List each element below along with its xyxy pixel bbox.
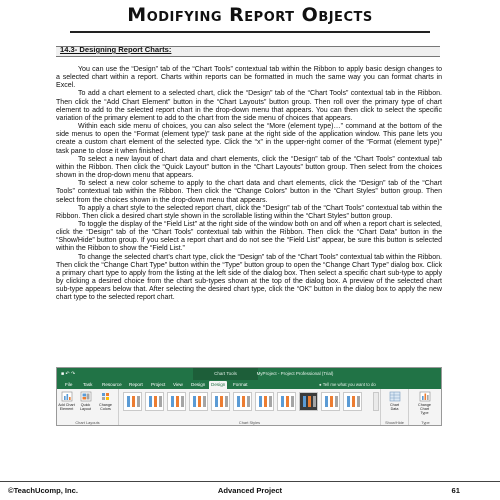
app-title: MyProject - Project Professional (Trial) bbox=[256, 371, 334, 376]
chart-tools-context-label: Chart Tools bbox=[193, 368, 258, 380]
show-hide-group-label: Show/Hide bbox=[385, 420, 404, 425]
tab-report[interactable]: Report bbox=[129, 382, 143, 387]
page-title: Modifying Report Objects bbox=[127, 4, 373, 26]
chart-style-thumbnail[interactable] bbox=[123, 392, 142, 411]
add-chart-element-label: Add Chart Element bbox=[58, 403, 75, 412]
change-colors-button[interactable] bbox=[97, 391, 114, 411]
tab-view[interactable]: View bbox=[173, 382, 183, 387]
quick-access-icons[interactable]: ■ ↶ ↷ bbox=[61, 371, 76, 377]
color-palette-icon bbox=[100, 391, 112, 402]
chart-style-thumbnail[interactable] bbox=[145, 392, 164, 411]
paragraph: To select a new color scheme to apply to the chart data and chart elements, click the “Design” tab of the “Chart Tools” contextual tab within the Ribbon. Then click the “Change Colors” button in the “Chart Styles” button group. Then select from the choices shown in the drop-down menu that appears. bbox=[56, 180, 442, 204]
paragraph: Within each side menu of choices, you can also select the “More (element type)…” command at the bottom of the side menus to open the “Format (element type)” task pane at the right side of the application window. This pane lets you create a custom chart element of the selected type. Click the “x” in the upper-right corner of the “Format (element type)” task pane to close it when finished. bbox=[56, 123, 442, 155]
body-text bbox=[56, 66, 442, 303]
lightbulb-icon: ● bbox=[319, 382, 322, 387]
paragraph: You can use the “Design” tab of the “Chart Tools” contextual tab within the Ribbon to apply basic design changes to a selected chart within a report. Charts within reports can be formatted in much the same way you can format charts in Excel. bbox=[56, 66, 442, 90]
add-chart-element-icon bbox=[61, 391, 73, 402]
chart-style-thumbnail[interactable] bbox=[343, 392, 362, 411]
paragraph: To apply a chart style to the selected report chart, click the “Design” tab of the “Chart Tools” contextual tab within the Ribbon. Then click a desired chart style shown in the scrollable listing within the “Chart Styles” button group. bbox=[56, 204, 442, 220]
ribbon-title-bar bbox=[57, 368, 441, 380]
change-chart-type-button[interactable] bbox=[416, 391, 433, 416]
chart-style-thumbnail[interactable] bbox=[167, 392, 186, 411]
chart-style-thumbnail[interactable] bbox=[189, 392, 208, 411]
quick-layout-label: Quick Layout bbox=[79, 403, 92, 412]
page-number: 61 bbox=[451, 486, 460, 495]
ribbon-screenshot bbox=[56, 367, 442, 426]
change-chart-type-label: Change Chart Type bbox=[418, 403, 431, 416]
quick-layout-icon bbox=[80, 391, 92, 402]
change-colors-label: Change Colors bbox=[99, 403, 112, 412]
tab-resource[interactable]: Resource bbox=[102, 382, 122, 387]
chart-data-label: Chart Data bbox=[389, 403, 400, 412]
chart-styles-group-label: Chart Styles bbox=[238, 420, 261, 425]
ribbon-body bbox=[57, 389, 442, 426]
tab-design-report[interactable]: Design bbox=[191, 382, 206, 387]
group-show-hide bbox=[381, 389, 409, 426]
tell-me-text: Tell me what you want to do bbox=[322, 382, 376, 387]
paragraph: To change the selected chart’s chart type, click the “Design” tab of the “Chart Tools” contextual tab within the Ribbon. Then click the “Change Chart Type” button within the “Type” button group to open the “Change Chart Type” dialog box. Click a primary chart type to apply from the listing at the left side of the dialog box. Then select a specific chart sub-type to apply by clicking a desired choice from the chart sub-types shown at the top of the dialog box. A preview of the selected chart sub-type appears below that. After selecting the desired chart type, click the “OK” button in the dialog box to apply the new chart type to the selected report chart. bbox=[56, 253, 442, 302]
footer-divider bbox=[0, 481, 500, 482]
group-chart-layouts bbox=[57, 389, 119, 426]
tab-format[interactable]: Format bbox=[233, 382, 248, 387]
type-group-label: Type bbox=[421, 420, 430, 425]
group-type bbox=[409, 389, 442, 426]
section-heading: 14.3- Designing Report Charts: bbox=[60, 45, 172, 54]
chart-data-button[interactable] bbox=[386, 391, 403, 411]
tab-file[interactable]: File bbox=[65, 382, 73, 387]
change-chart-type-icon bbox=[419, 391, 431, 402]
footer-copyright: ©TeachUcomp, Inc. bbox=[8, 486, 79, 495]
chart-style-thumbnail[interactable] bbox=[255, 392, 274, 411]
tab-design-chart[interactable]: Design bbox=[211, 382, 226, 387]
chart-layouts-group-label: Chart Layouts bbox=[75, 420, 100, 425]
chart-style-thumbnail[interactable] bbox=[233, 392, 252, 411]
title-divider bbox=[70, 31, 430, 33]
paragraph: To add a chart element to a selected chart, click the “Design” tab of the “Chart Tools” contextual tab in the Ribbon. Then click the “Add Chart Element” button in the “Chart Layouts” button group. Then roll over the primary type of chart element to add to the selected report chart in the drop-down menu that appears. You can then click to select the specific variation of the primary element to add to the chart from the side menu of choices that appears. bbox=[56, 90, 442, 122]
tell-me-box[interactable] bbox=[319, 381, 376, 388]
ribbon-tab-row bbox=[57, 380, 441, 389]
tab-task[interactable]: Task bbox=[83, 382, 93, 387]
footer-course-name: Advanced Project bbox=[217, 486, 283, 495]
chart-style-thumbnail[interactable] bbox=[321, 392, 340, 411]
chart-style-thumbnail[interactable] bbox=[299, 392, 318, 411]
paragraph: To select a new layout of chart data and chart elements, click the “Design” tab of the “Chart Tools” contextual tab within the Ribbon. Then click the “Quick Layout” button in the “Chart Layouts” button group. Then select from the choices shown in the drop-down menu that appears. bbox=[56, 155, 442, 180]
chart-style-thumbnail[interactable] bbox=[277, 392, 296, 411]
chart-style-thumbnail[interactable] bbox=[211, 392, 230, 411]
tab-project[interactable]: Project bbox=[151, 382, 166, 387]
chart-data-icon bbox=[389, 391, 401, 402]
group-chart-styles bbox=[119, 389, 381, 426]
add-chart-element-button[interactable] bbox=[58, 391, 75, 411]
quick-layout-button[interactable] bbox=[77, 391, 94, 411]
paragraph: To toggle the display of the “Field List” at the right side of the window both on and off when a report chart is selected, click the “Design” tab of the “Chart Tools” contextual tab within the Ribbon. Then click the “Chart Data” button in the “Show/Hide” button group. If you select a report chart and do not see the “Field List” appear, be sure this button is selected within the Ribbon to show the “Field List.” bbox=[56, 220, 442, 253]
styles-scroll-arrows[interactable] bbox=[373, 392, 379, 411]
